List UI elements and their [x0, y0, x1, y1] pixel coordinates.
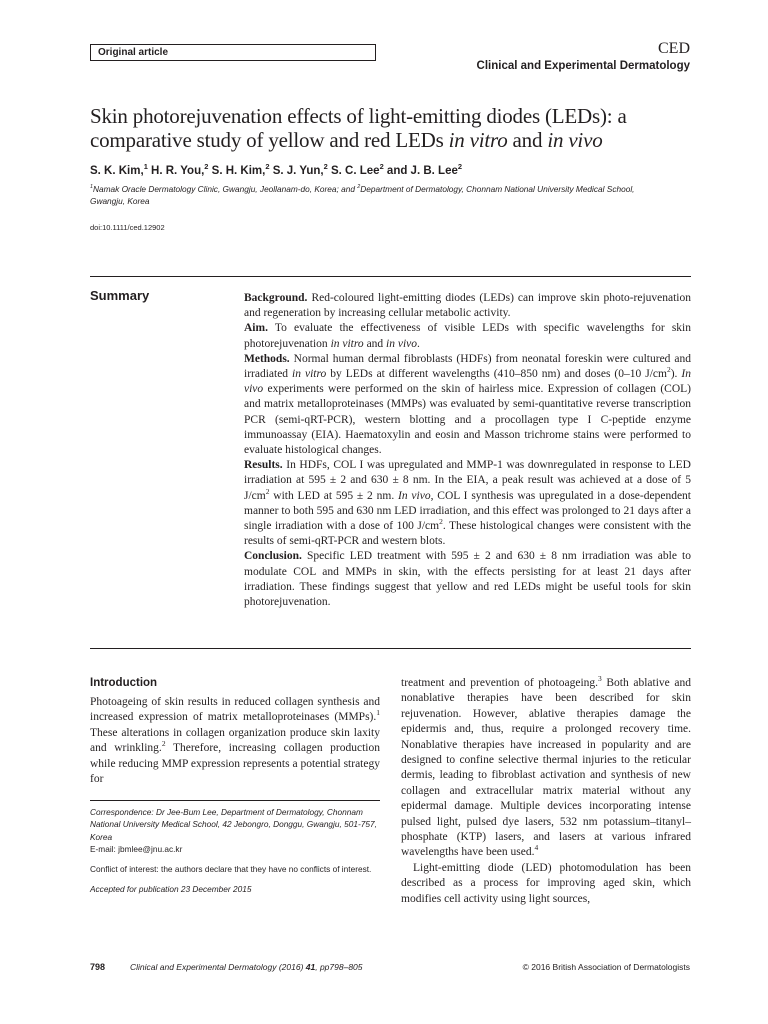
author-name: S. H. Kim,: [211, 165, 266, 177]
divider-bottom: [90, 648, 691, 649]
author-name: S. J. Yun,: [272, 165, 324, 177]
abstract-italic: In vivo: [398, 489, 431, 502]
author-affiliation-mark: 2: [457, 162, 463, 172]
footer-citation: [130, 961, 363, 973]
citation-mark[interactable]: 3: [598, 674, 602, 684]
author-affiliation-mark: 2: [323, 162, 328, 172]
intro-paragraph: [90, 695, 380, 787]
abstract-text: by LEDs at different wavelengths (410–850 nm) and doses (0–10 J/cm: [326, 368, 667, 381]
abstract-italic: in vitro: [330, 337, 364, 350]
title-line-1: Skin photorejuvenation effects of light-emitting diodes (LEDs): a: [90, 104, 627, 128]
abstract: [244, 291, 691, 610]
footer-volume: 41: [305, 962, 316, 972]
journal-abbrev: CED: [658, 40, 690, 57]
body-text: Photoageing of skin results in reduced collagen synthesis and increased expression of matrix metalloproteinases (MMPs).: [90, 696, 380, 724]
affiliations: [90, 183, 690, 207]
footnotes: [90, 806, 380, 904]
author-affiliation-mark: 2: [204, 162, 209, 172]
journal-name: Clinical and Experimental Dermatology: [476, 60, 690, 72]
abstract-methods: [244, 352, 691, 458]
accepted-note: [90, 883, 380, 895]
doi[interactable]: doi:10.1111/ced.12902: [90, 223, 165, 232]
body-text: Both ablative and nonablative therapies have been described for skin rejuvenation. However, ablative therapies damage the epidermis and, thus, require a prolonged recovery time. Nonablative therapies have increased in popularity and are designed to confine selective thermal injuries to the reticular dermis, leading to fibroblast activation and synthesis of new collagen and extracellular matrix material without any epidermal damage. Multiple devices incorporating intense pulsed light, pulsed dye lasers, 532 nm potassium–titanyl–phosphate (KTP) lasers, and lasers at various infrared wavelengths have been used.: [401, 677, 691, 859]
page-number: 798: [90, 962, 106, 972]
correspondence-note: [90, 806, 380, 855]
abstract-text: Red-coloured light-emitting diodes (LEDs) can improve skin photo-rejuvenation and regeneration by increasing cellular metabolic activity.: [244, 292, 691, 320]
author-list: [90, 164, 462, 178]
abstract-label: Results.: [244, 459, 283, 472]
affiliation-mark: 1: [90, 184, 93, 191]
abstract-italic: in vivo: [386, 337, 418, 350]
intro-paragraph: [401, 676, 691, 861]
author-name: S. K. Kim,: [90, 165, 144, 177]
author-affiliation-mark: 1: [143, 162, 148, 172]
footer-pages: , pp798–805: [315, 962, 363, 972]
title-line-2: comparative study of yellow and red LEDs: [90, 128, 449, 152]
author-name: S. C. Lee: [330, 165, 380, 177]
abstract-background: [244, 291, 691, 321]
correspondence-text: Correspondence: Dr Jee-Bum Lee, Department of Dermatology, Chonnam National University Medical School, 42 Jebongro, Donggu, Gwangju, 501-757, Korea: [90, 807, 377, 842]
body-text: treatment and prevention of photoageing.: [401, 677, 599, 689]
intro-right-column: [401, 676, 691, 907]
abstract-text: .: [417, 337, 420, 350]
intro-left-column: [90, 695, 380, 787]
summary-heading: Summary: [90, 288, 150, 303]
abstract-text: To evaluate the effectiveness of visible LEDs with specific wavelengths for skin photorejuvenation: [244, 322, 692, 350]
article-type-label: Original article: [90, 44, 376, 61]
abstract-text: In HDFs, COL I was upregulated and MMP-1 was downregulated in response to LED irradiation at 595 ± 2 and 630 ± 8 nm. In the EIA, a peak result was achieved at a dose of 5 J/cm: [244, 459, 691, 502]
divider-top: [90, 276, 691, 277]
affiliation-2: Department of Dermatology, Chonnam National University Medical School,: [360, 184, 635, 194]
abstract-text: with LED at 595 ± 2 nm.: [269, 489, 399, 502]
abstract-label: Aim.: [244, 322, 268, 335]
affiliation-2-city: Gwangju, Korea: [90, 196, 150, 206]
abstract-text: , COL I synthesis was upregulated in a dose-dependent manner to both 595 and 630 nm LED irradiation, and this effect was prolonged to 21 days after a single irradiation with a dose of 100 J/cm: [244, 489, 691, 533]
superscript: 2: [666, 365, 671, 375]
author-name: H. R. You,: [151, 165, 205, 177]
affiliation-1: Namak Oracle Dermatology Clinic, Gwangju, Jeollanam-do, Korea; and: [93, 184, 358, 194]
author-affiliation-mark: 2: [379, 162, 384, 172]
footnote-divider: [90, 800, 380, 801]
citation-mark[interactable]: 4: [534, 843, 539, 853]
citation-mark[interactable]: 2: [161, 739, 166, 749]
abstract-text: experiments were performed on the skin of hairless mice. Expression of collagen (COL) and matrix metalloproteinases (MMPs) was evaluated by semi-quantitative reverse transcription PCR (semi-qRT-PCR), western blotting and a procollagen type I C-peptide enzyme immunoassay (EIA). Haematoxylin and eosin and Masson trichrome stains were performed to evaluate histological changes.: [244, 383, 691, 457]
affiliation-mark: 2: [357, 184, 361, 191]
abstract-label: Methods.: [244, 352, 290, 365]
conflict-note: Conflict of interest: the authors declare that they have no conflicts of interest.: [90, 864, 372, 875]
abstract-text: and: [363, 337, 387, 350]
accepted-text: Accepted for publication 23 December 2015: [90, 884, 252, 895]
article-title: [90, 104, 690, 152]
superscript: 2: [439, 517, 443, 527]
footer-year: (2016): [276, 962, 306, 972]
title-in-vivo: in vivo: [547, 128, 603, 152]
author-name: and J. B. Lee: [386, 165, 458, 177]
abstract-text: Specific LED treatment with 595 ± 2 and 630 ± 8 nm irradiation was able to modulate COL and MMPs in skin, with the effects persisting for at least 21 days after irradiation. These findings suggest that yellow and red LEDs might be useful tools for skin photorejuvenation.: [244, 550, 691, 609]
abstract-italic: In vivo: [244, 368, 691, 396]
abstract-conclusion: [244, 549, 691, 610]
abstract-label: Conclusion.: [244, 550, 302, 563]
abstract-text: Normal human dermal fibroblasts (HDFs) from neonatal foreskin were cultured and irradiated: [244, 352, 691, 381]
abstract-aim: [244, 321, 691, 351]
title-and: and: [507, 128, 548, 152]
body-text: Therefore, increasing collagen production while reducing MMP expression represents a potential strategy for: [90, 742, 380, 786]
superscript: 2: [265, 486, 270, 496]
footer-journal-name: Clinical and Experimental Dermatology: [130, 962, 277, 972]
correspondence-email[interactable]: E-mail: jbmlee@jnu.ac.kr: [90, 843, 183, 854]
abstract-text: . These histological changes were consistent with the results of semi-qRT-PCR and western blots.: [244, 520, 691, 548]
abstract-label: Background.: [244, 292, 308, 304]
abstract-italic: in vitro: [292, 368, 327, 381]
introduction-heading: Introduction: [90, 677, 158, 689]
citation-mark[interactable]: 1: [376, 708, 380, 718]
abstract-results: [244, 458, 691, 549]
title-in-vitro: in vitro: [448, 128, 508, 152]
abstract-text: ).: [670, 368, 682, 381]
copyright: © 2016 British Association of Dermatologists: [522, 962, 690, 972]
body-text: These alterations in collagen organization produce skin laxity and wrinkling.: [90, 726, 380, 755]
author-affiliation-mark: 2: [265, 162, 270, 172]
intro-paragraph: Light-emitting diode (LED) photomodulation has been described as a process for improving aged skin, which modifies cell activity using light sources,: [401, 861, 691, 905]
